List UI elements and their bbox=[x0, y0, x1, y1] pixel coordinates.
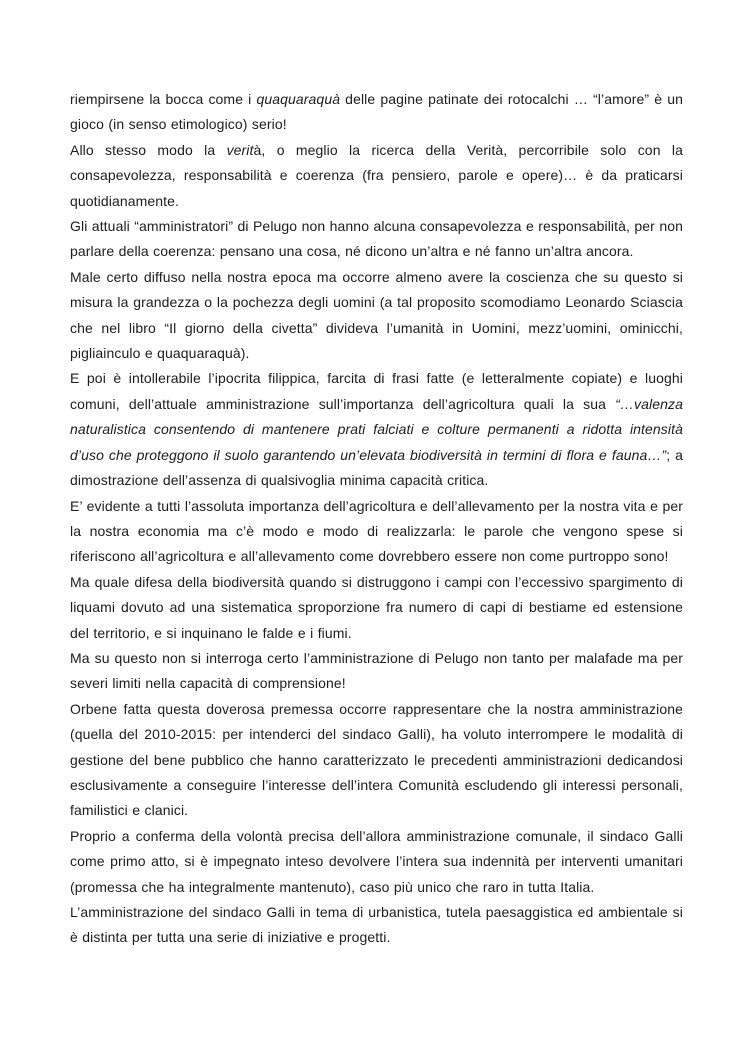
text-run: Male certo diffuso nella nostra epoca ma occorre almeno avere la coscienza che su questo si misura la grandezza o la pochezza degli uomini (a tal proposito scomodiamo Leonardo Sciascia che nel libro “Il giorno della civetta” divideva l’umanità in Uomini, mezz’uomini, ominicchi, pigliainculo e quaquaraquà). bbox=[70, 268, 683, 362]
text-run: Proprio a conferma della volontà precisa dell’allora amministrazione comunale, il sindaco Galli come primo atto, si è impegnato inteso devolvere l’intera sua indennità per interventi umanitari (promessa che ha integralmente mantenuto), caso più unico che raro in tutta Italia. bbox=[70, 827, 683, 895]
paragraph bbox=[70, 138, 683, 214]
text-run: E’ evidente a tutti l’assoluta importanza dell’agricoltura e dell’allevamento per la nostra vita e per la nostra economia ma c’è modo e modo di realizzarla: le parole che vengono spese si riferiscono all’agricoltura e all’allevamento come dovrebbero essere non come purtroppo sono! bbox=[70, 497, 683, 565]
paragraph bbox=[70, 697, 683, 824]
text-run: ; a dimostrazione dell’assenza di qualsivoglia minima capacità critica. bbox=[70, 446, 683, 489]
text-run: Orbene fatta questa doverosa premessa occorre rappresentare che la nostra amministrazione (quella del 2010-2015: per intenderci del sindaco Galli), ha voluto interrompere le modalità di gestione del bene pubblico che hanno caratterizzato le precedenti amministrazioni dedicandosi esclusivamente a conseguire l’interesse dell’intera Comunità escludendo gli interessi personali, familistici e clanici. bbox=[70, 700, 683, 819]
text-run: quaquaraquà bbox=[256, 91, 341, 107]
paragraph bbox=[70, 265, 683, 367]
text-run: Ma quale difesa della biodiversità quando si distruggono i campi con l’eccessivo spargimento di liquami dovuto ad una sistematica sproporzione fra numero di capi di bestiame ed estensione del territorio, e si inquinano le falde e i fiumi. bbox=[70, 573, 683, 641]
text-run: Ma su questo non si interroga certo l’amministrazione di Pelugo non tanto per malafade ma per severi limiti nella capacità di comprensione! bbox=[70, 649, 683, 692]
document-text bbox=[70, 87, 683, 951]
paragraph bbox=[70, 900, 683, 951]
text-run: riempirsene la bocca come i bbox=[70, 91, 257, 107]
text-run: Gli attuali “amministratori” di Pelugo non hanno alcuna consapevolezza e responsabilità, per non parlare della coerenza: pensano una cosa, né dicono un’altra e né fanno un’altra ancora. bbox=[70, 218, 683, 260]
text-run: E poi è intollerabile l’ipocrita filippica, farcita di frasi fatte (e letteralmente copiate) e luoghi comuni, dell’attuale amministrazione sull’importanza dell’agricoltura quali la sua bbox=[70, 370, 683, 412]
text-run: verit bbox=[226, 141, 254, 158]
text-run: à, o meglio la ricerca della Verità, percorribile solo con la consapevolezza, responsabilità e coerenza (fra pensiero, parole e opere)… è da praticarsi quotidianamente. bbox=[70, 141, 683, 209]
paragraph bbox=[70, 87, 683, 138]
paragraph bbox=[70, 646, 683, 697]
paragraph bbox=[70, 366, 683, 493]
text-run: L’amministrazione del sindaco Galli in tema di urbanistica, tutela paesaggistica ed ambientale si è distinta per tutta una serie di iniziative e progetti. bbox=[70, 904, 683, 946]
text-run: Allo stesso modo la bbox=[70, 141, 227, 158]
text-run: “…valenza naturalistica consentendo di mantenere prati falciati e colture permanenti a ridotta intensità d’uso che proteggono il suolo garantendo un’elevata biodiversità in termini di flora e fauna…” bbox=[70, 395, 683, 463]
paragraph bbox=[70, 214, 683, 265]
paragraph bbox=[70, 824, 683, 900]
paragraph bbox=[70, 570, 683, 646]
paragraph bbox=[70, 494, 683, 570]
text-run: delle pagine patinate dei rotocalchi … “l’amore” è un gioco (in senso etimologico) serio! bbox=[70, 91, 683, 133]
